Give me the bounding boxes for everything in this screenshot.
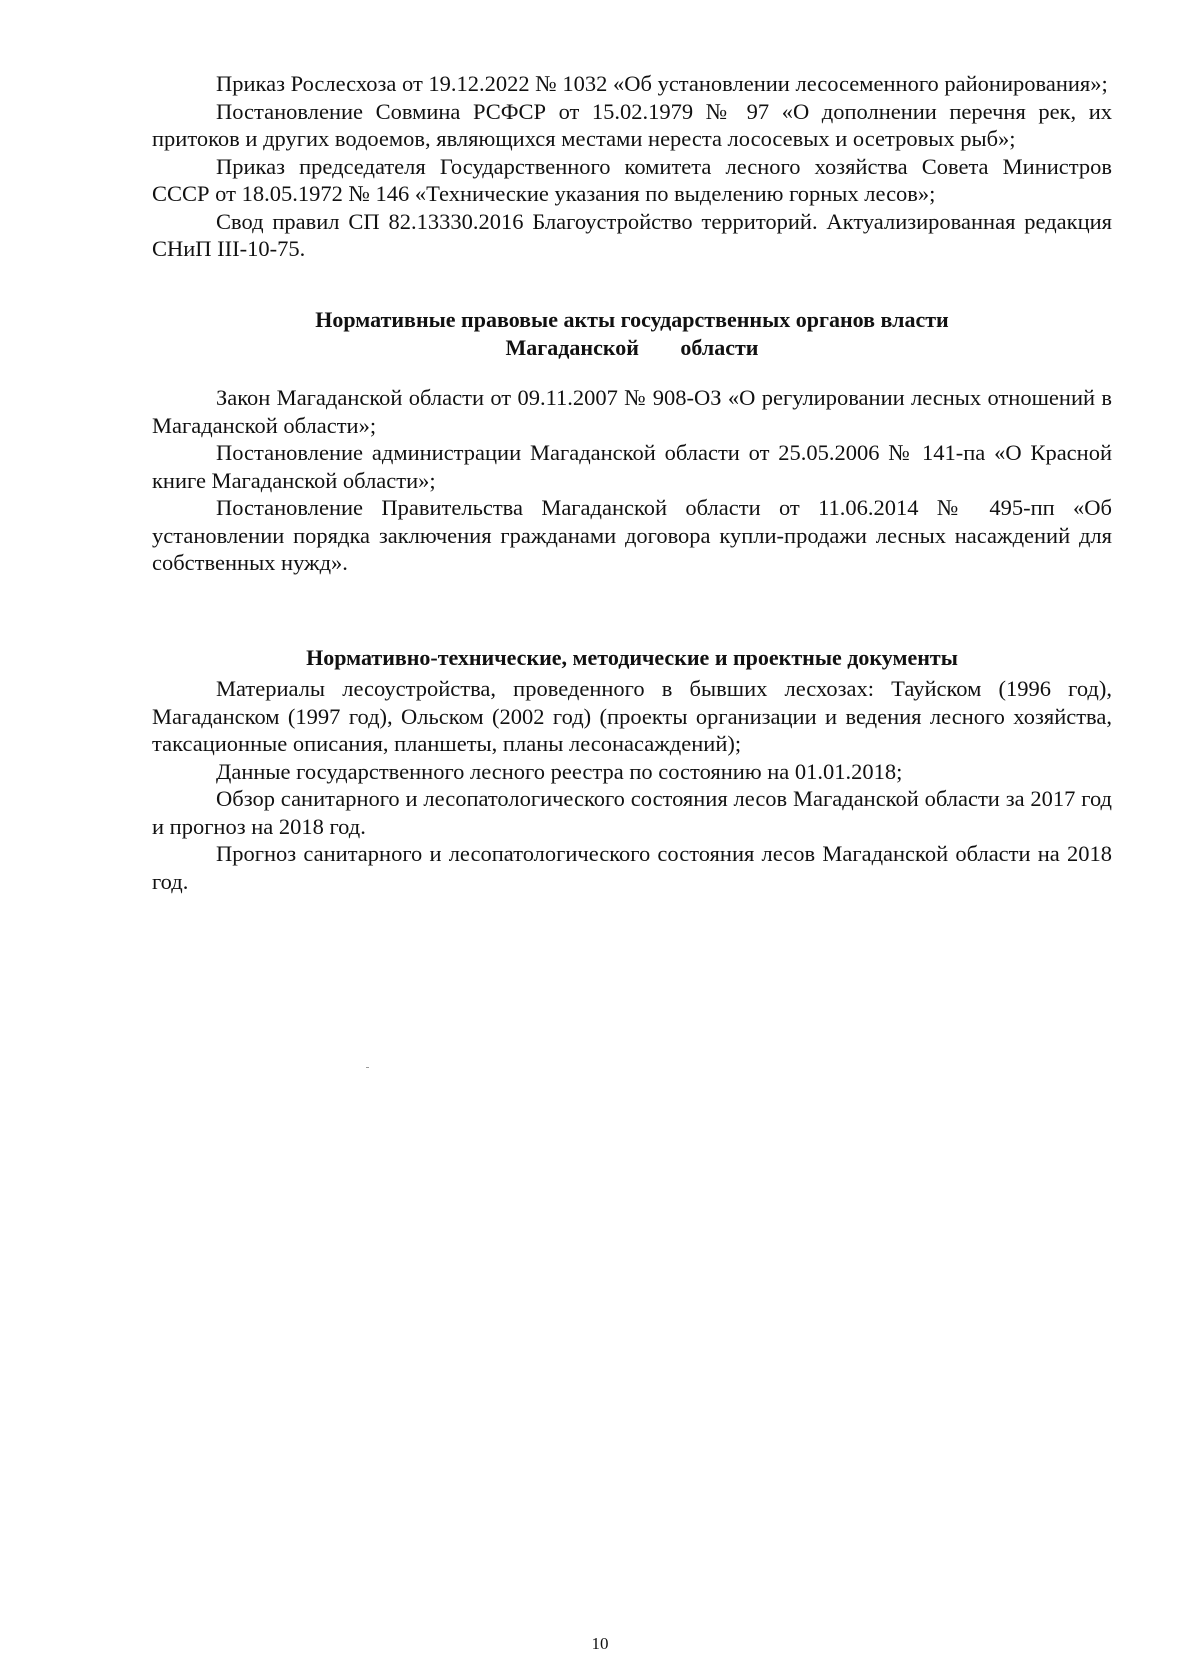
list-item: Свод правил СП 82.13330.2016 Благоустройство территорий. Актуализированная редакция СНиП III-10-75. [152, 208, 1112, 261]
technical-docs-list [152, 675, 1112, 895]
legal-acts-list [152, 70, 1112, 263]
scan-speck [366, 1067, 369, 1068]
list-item: Обзор санитарного и лесопатологического состояния лесов Магаданской области за 2017 год и прогноз на 2018 год. [152, 786, 1112, 839]
list-item: Постановление Совмина РСФСР от 15.02.1979 № 97 «О дополнении перечня рек, их притоков и других водоемов, являющихся местами нереста лососевых и осетровых рыб»; [152, 98, 1112, 151]
regional-acts-list [152, 384, 1112, 577]
regional-acts-heading [152, 306, 1112, 361]
heading-line: Нормативные правовые акты государственных органов власти [315, 307, 949, 332]
list-item: Данные государственного лесного реестра по состоянию на 01.01.2018; [216, 758, 903, 784]
list-item: Приказ председателя Государственного комитета лесного хозяйства Совета Министров СССР от 18.05.1972 № 146 «Технические указания по выделению горных лесов»; [152, 153, 1112, 206]
list-item: Материалы лесоустройства, проведенного в бывших лесхозах: Тауйском (1996 год), Магаданском (1997 год), Ольском (2002 год) (проекты организации и ведения лесного хозяйства, таксационные описания, планшеты, планы лесонасаждений); [152, 676, 1112, 756]
list-item: Закон Магаданской области от 09.11.2007 № 908-ОЗ «О регулировании лесных отношений в Магаданской области»; [152, 385, 1112, 438]
list-item: Приказ Рослесхоза от 19.12.2022 № 1032 «Об установлении лесосеменного районирования»; [216, 71, 1108, 96]
page-number: 10 [591, 1634, 609, 1653]
technical-docs-heading: Нормативно-технические, методические и проектные документы [306, 645, 958, 670]
list-item: Постановление Правительства Магаданской области от 11.06.2014 № 495-пп «Об установлении порядка заключения гражданами договора купли-продажи лесных насаждений для собственных нужд». [152, 495, 1112, 575]
list-item: Постановление администрации Магаданской области от 25.05.2006 № 141-па «О Красной книге Магаданской области»; [152, 440, 1112, 493]
heading-line: Магаданской области [505, 334, 759, 360]
list-item: Прогноз санитарного и лесопатологического состояния лесов Магаданской области на 2018 год. [152, 841, 1112, 894]
